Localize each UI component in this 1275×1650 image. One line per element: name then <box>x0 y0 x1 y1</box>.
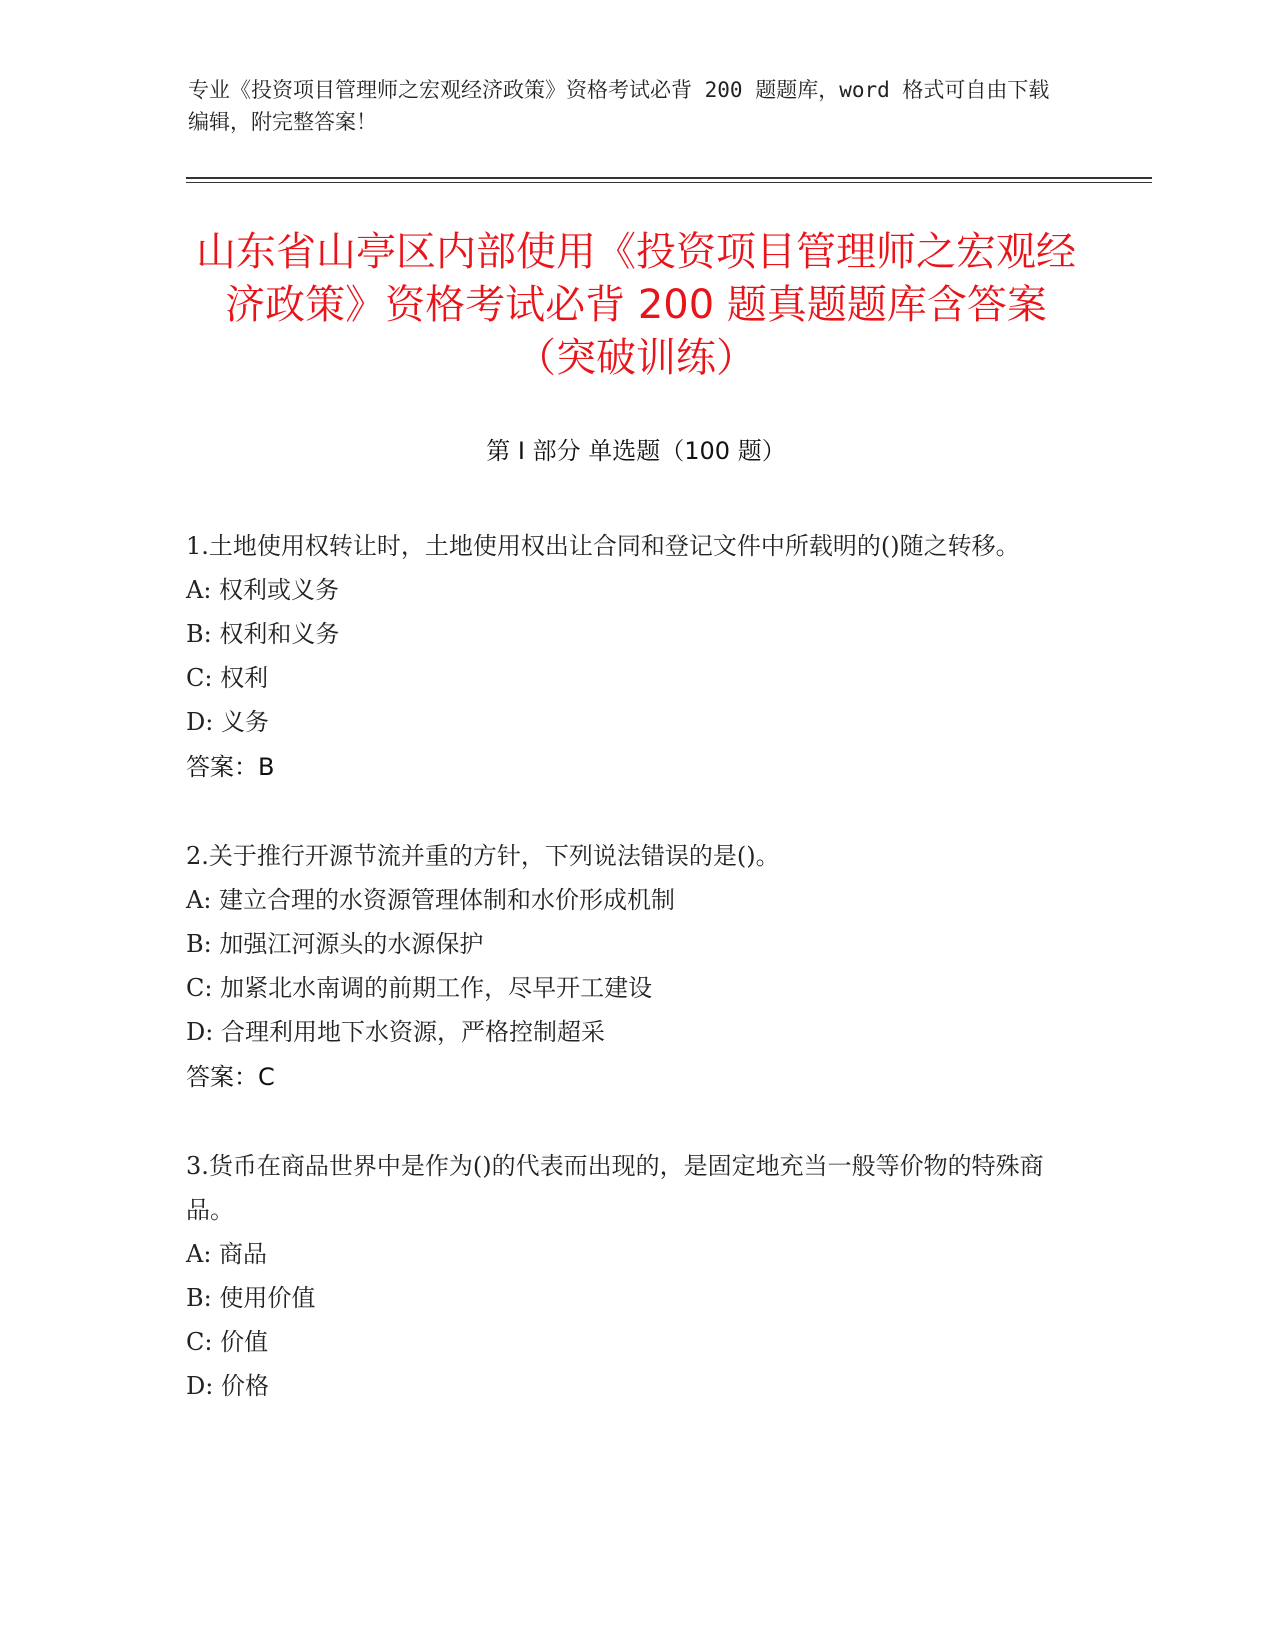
option-d: D: 义务 <box>186 708 269 736</box>
question-text: 3.货币在商品世界中是作为()的代表而出现的，是固定地充当一般等价物的特殊商品。 <box>186 1152 1044 1224</box>
option-d: D: 价格 <box>186 1372 269 1400</box>
option-c: C: 权利 <box>186 664 269 692</box>
answer: 答案：B <box>186 753 275 781</box>
option-a: A: 权利或义务 <box>186 576 340 604</box>
document-title: 山东省山亭区内部使用《投资项目管理师之宏观经济政策》资格考试必背 200 题真题题库含答案（突破训练） <box>196 229 1076 381</box>
answer: 答案：C <box>186 1063 275 1091</box>
option-a: A: 商品 <box>186 1240 268 1268</box>
header-divider-thin <box>186 182 1152 183</box>
option-b: B: 权利和义务 <box>186 620 340 648</box>
option-d: D: 合理利用地下水资源，严格控制超采 <box>186 1018 605 1046</box>
question-3 <box>186 1144 1066 1408</box>
question-2 <box>186 834 1066 1100</box>
question-text: 2.关于推行开源节流并重的方针，下列说法错误的是()。 <box>186 842 780 870</box>
option-a: A: 建立合理的水资源管理体制和水价形成机制 <box>186 886 676 914</box>
header-note: 专业《投资项目管理师之宏观经济政策》资格考试必背 200 题题库，word 格式可自由下载编辑，附完整答案！ <box>188 78 1050 134</box>
section-title: 第 I 部分 单选题（100 题） <box>486 437 786 465</box>
option-c: C: 价值 <box>186 1328 269 1356</box>
option-b: B: 使用价值 <box>186 1284 316 1312</box>
option-b: B: 加强江河源头的水源保护 <box>186 930 484 958</box>
question-1 <box>186 524 1066 790</box>
question-list <box>186 524 1066 1452</box>
option-c: C: 加紧北水南调的前期工作，尽早开工建设 <box>186 974 653 1002</box>
header-divider-thick <box>186 177 1152 179</box>
question-text: 1.土地使用权转让时，土地使用权出让合同和登记文件中所载明的()随之转移。 <box>186 532 1020 560</box>
